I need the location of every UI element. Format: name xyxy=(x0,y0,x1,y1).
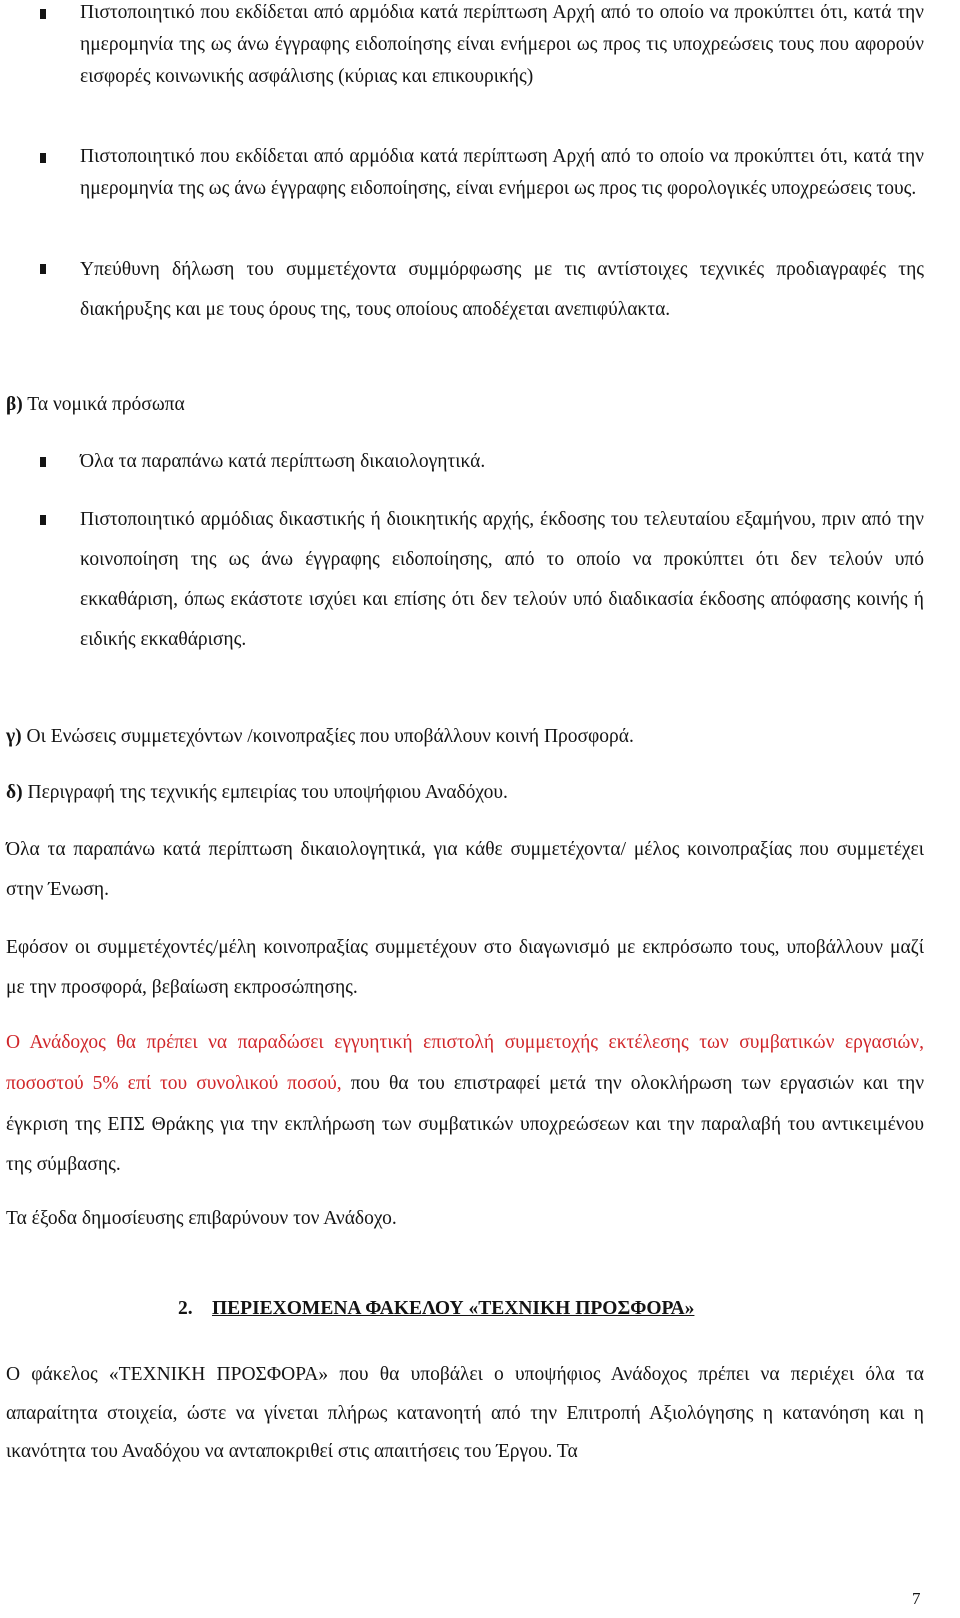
list-item: Όλα τα παραπάνω κατά περίπτωση δικαιολογητικά. xyxy=(80,451,486,472)
bullet-marker xyxy=(40,153,46,163)
section-number: 2. xyxy=(178,1298,193,1319)
bullet-marker xyxy=(40,264,46,274)
paragraph: Εφόσον οι συμμετέχοντές/μέλη κοινοπραξίας συμμετέχουν στο διαγωνισμό με εκπρόσωπο τους, υποβάλλουν μαζί με την προσφορά, βεβαίωση εκπροσώπησης. xyxy=(6,937,924,998)
section-c-label: γ) xyxy=(6,726,22,747)
guarantee-highlight: Ο Ανάδοχος θα πρέπει να παραδώσει εγγυητική επιστολή συμμετοχής εκτέλεσης των συμβατικών εργασιών, ποσοστού 5% επί του συνολικού ποσού, xyxy=(6,1032,924,1094)
section-d-heading xyxy=(6,777,924,809)
guarantee-text: που θα του επιστραφεί μετά την ολοκλήρωση των εργασιών και την έγκριση της ΕΠΣ Θράκης για την εκπλήρωση των συμβατικών υποχρεώσεων και την παραλαβή του αντικειμένου της σύμβασης. xyxy=(6,1072,925,1176)
page-number: 7 xyxy=(912,1589,921,1608)
list-item: Υπεύθυνη δήλωση του συμμετέχοντα συμμόρφωσης με τις αντίστοιχες τεχνικές προδιαγραφές της διακήρυξης και με τους όρους της, τους οποίους αποδέχεται ανεπιφύλακτα. xyxy=(80,259,924,320)
section-title: ΠΕΡΙΕΧΟΜΕΝΑ ΦΑΚΕΛΟΥ «ΤΕΧΝΙΚΗ ΠΡΟΣΦΟΡΑ» xyxy=(212,1298,695,1319)
bullet-marker xyxy=(40,515,46,525)
list-item: Πιστοποιητικό που εκδίδεται από αρμόδια κατά περίπτωση Αρχή από το οποίο να προκύπτει ότι, κατά την ημερομηνία της ως άνω έγγραφης ειδοποίησης, είναι ενήμεροι ως προς τις φορολογικές υποχρεώσεις τους. xyxy=(80,146,924,199)
section-d-label: δ) xyxy=(6,782,23,803)
list-item: Πιστοποιητικό αρμόδιας δικαστικής ή διοικητικής αρχής, έκδοσης του τελευταίου εξαμήνου, πριν από την κοινοποίηση της ως άνω έγγραφης ειδοποίησης, από το οποίο να προκύπτει ότι δεν τελούν υπό εκκαθάριση, όπως εκάστοτε ισχύει και επίσης ότι δεν τελούν υπό διαδικασία έκδοσης απόφασης κοινής ή ειδικής εκκαθάρισης. xyxy=(80,509,924,650)
guarantee-paragraph xyxy=(6,1023,924,1186)
section-b-heading xyxy=(6,389,924,421)
section-d-text: Περιγραφή της τεχνικής εμπειρίας του υποψήφιου Αναδόχου. xyxy=(22,782,508,803)
section-b-text: Τα νομικά πρόσωπα xyxy=(22,394,185,415)
section-c-text: Οι Ενώσεις συμμετεχόντων /κοινοπραξίες που υποβάλλουν κοινή Προσφορά. xyxy=(21,726,634,747)
bullet-marker xyxy=(40,9,46,19)
section-b-label: β) xyxy=(6,394,23,415)
bullet-marker xyxy=(40,457,46,467)
paragraph: Ο φάκελος «ΤΕΧΝΙΚΗ ΠΡΟΣΦΟΡΑ» που θα υποβάλει ο υποψήφιος Ανάδοχος πρέπει να περιέχει όλα τα απαραίτητα στοιχεία, ώστε να γίνεται πλήρως κατανοητή από την Επιτροπή Αξιολόγησης η κατανόηση και η ικανότητα του Αναδόχου να ανταποκριθεί στις απαιτήσεις του Έργου. Τα xyxy=(6,1364,924,1462)
section-c-heading xyxy=(6,721,924,753)
paragraph: Τα έξοδα δημοσίευσης επιβαρύνουν τον Ανάδοχο. xyxy=(6,1208,397,1229)
paragraph: Όλα τα παραπάνω κατά περίπτωση δικαιολογητικά, για κάθε συμμετέχοντα/ μέλος κοινοπραξίας που συμμετέχει στην Ένωση. xyxy=(6,839,924,900)
list-item: Πιστοποιητικό που εκδίδεται από αρμόδια κατά περίπτωση Αρχή από το οποίο να προκύπτει ότι, κατά την ημερομηνία της ως άνω έγγραφης ειδοποίησης είναι ενήμεροι ως προς τις υποχρεώσεις τους που αφορούν εισφορές κοινωνικής ασφάλισης (κύριας και επικουρικής) xyxy=(80,2,924,87)
section-heading xyxy=(178,1293,818,1325)
